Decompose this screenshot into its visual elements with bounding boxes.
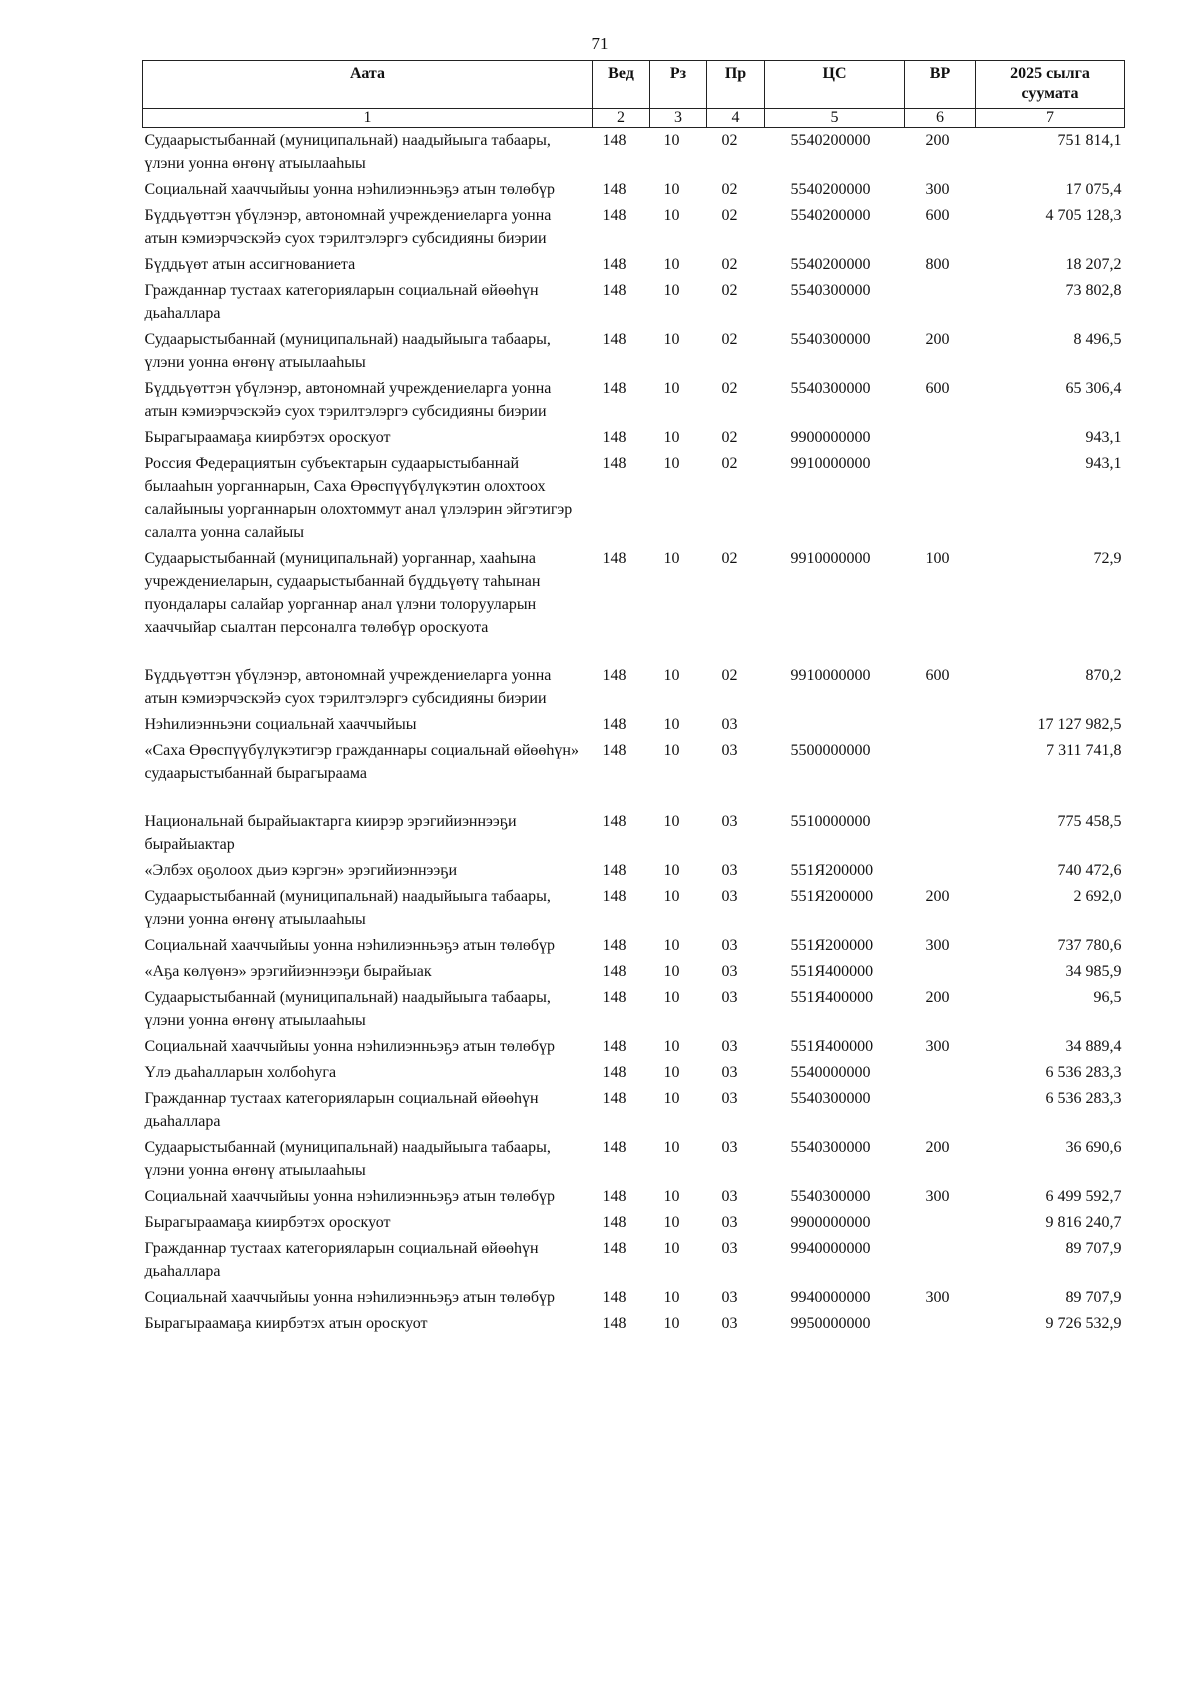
row-rz: 10 — [663, 1064, 680, 1081]
row-pr: 03 — [721, 937, 738, 954]
row-sum: 6 499 592,7 — [1045, 1188, 1122, 1205]
row-name: Социальнай хааччыйыы уонна нэһилиэнньэҕэ атын төлөбүр — [144, 1188, 556, 1205]
row-cs: 5540200000 — [790, 181, 871, 198]
header-number-3: 3 — [650, 109, 707, 128]
row-rz: 10 — [663, 937, 680, 954]
row-ved: 148 — [602, 1188, 627, 1205]
row-name: «Аҕа көлүөнэ» эрэгийиэннээҕи бырайыак — [144, 963, 432, 980]
row-cs: 5540300000 — [790, 331, 871, 348]
table-row — [143, 959, 1125, 985]
row-vr: 600 — [925, 380, 950, 397]
row-cs: 551Я200000 — [790, 937, 874, 954]
row-rz: 10 — [663, 1214, 680, 1231]
row-sum: 96,5 — [1093, 989, 1122, 1006]
row-pr: 02 — [721, 331, 738, 348]
header-pr: Пр — [707, 61, 765, 109]
row-pr: 03 — [721, 1139, 738, 1156]
row-ved: 148 — [602, 1214, 627, 1231]
row-pr: 02 — [721, 455, 738, 472]
row-vr — [905, 451, 976, 546]
row-ved: 148 — [602, 429, 627, 446]
table-row — [143, 858, 1125, 884]
row-vr: 200 — [925, 331, 950, 348]
row-pr: 03 — [721, 1289, 738, 1306]
row-ved: 148 — [602, 813, 627, 830]
row-vr — [905, 1210, 976, 1236]
header-cs: ЦС — [765, 61, 905, 109]
row-pr: 03 — [721, 1315, 738, 1332]
row-name: Национальнай бырайыактарга киирэр эрэгийиэннээҕи бырайыактар — [144, 813, 517, 853]
table-row — [143, 1210, 1125, 1236]
row-name: Социальнай хааччыйыы уонна нэһилиэнньэҕэ атын төлөбүр — [144, 181, 556, 198]
row-sum: 9 726 532,9 — [1045, 1315, 1122, 1332]
table-body — [143, 128, 1125, 1338]
row-sum: 36 690,6 — [1065, 1139, 1122, 1156]
table-row — [143, 1184, 1125, 1210]
row-vr: 800 — [925, 256, 950, 273]
row-pr: 03 — [721, 716, 738, 733]
table-row — [143, 933, 1125, 959]
row-ved: 148 — [602, 256, 627, 273]
row-name: Бүддьүөт атын ассигнованиета — [144, 256, 356, 273]
row-cs — [765, 712, 905, 738]
row-sum: 8 496,5 — [1073, 331, 1122, 348]
row-cs: 5540200000 — [790, 256, 871, 273]
row-rz: 10 — [663, 1315, 680, 1332]
row-pr: 02 — [721, 207, 738, 224]
row-name: Социальнай хааччыйыы уонна нэһилиэнньэҕэ атын төлөбүр — [144, 937, 556, 954]
row-rz: 10 — [663, 813, 680, 830]
table-row — [143, 252, 1125, 278]
row-cs: 5540200000 — [790, 132, 871, 149]
row-vr: 200 — [925, 888, 950, 905]
row-pr: 03 — [721, 1188, 738, 1205]
row-ved: 148 — [602, 742, 627, 759]
row-pr: 02 — [721, 380, 738, 397]
row-rz: 10 — [663, 380, 680, 397]
row-name: Судаарыстыбаннай (муниципальнай) наадыйыыга табаары, үлэни уонна өҥөнү атыылааһыы — [144, 331, 551, 371]
row-sum: 870,2 — [1085, 667, 1122, 684]
row-ved: 148 — [602, 1315, 627, 1332]
row-rz: 10 — [663, 1240, 680, 1257]
row-pr: 03 — [721, 742, 738, 759]
row-vr: 600 — [925, 207, 950, 224]
row-vr — [905, 1086, 976, 1135]
header-sum — [976, 61, 1125, 109]
row-cs: 9910000000 — [790, 667, 871, 684]
row-sum: 775 458,5 — [1057, 813, 1122, 830]
row-vr: 200 — [925, 989, 950, 1006]
row-sum: 751 814,1 — [1057, 132, 1122, 149]
row-name: Гражданнар тустаах категорияларын социальнай өйөөһүн дьаһаллара — [144, 1090, 539, 1130]
row-vr — [905, 1236, 976, 1285]
row-pr: 02 — [721, 429, 738, 446]
row-cs: 9900000000 — [790, 429, 871, 446]
row-sum: 89 707,9 — [1065, 1240, 1122, 1257]
row-pr: 02 — [721, 550, 738, 567]
row-vr — [905, 738, 976, 809]
table-header — [143, 61, 1125, 128]
row-ved: 148 — [602, 207, 627, 224]
row-name: Судаарыстыбаннай (муниципальнай) наадыйыыга табаары, үлэни уонна өҥөнү атыылааһыы — [144, 132, 551, 172]
header-name: Аата — [143, 61, 593, 109]
table-row — [143, 738, 1125, 809]
row-name: «Саха Өрөспүүбүлүкэтигэр гражданнары социальнай өйөөһүн» судаарыстыбаннай бырагыраама — [144, 742, 579, 782]
table-row — [143, 327, 1125, 376]
row-sum: 34 889,4 — [1065, 1038, 1122, 1055]
row-rz: 10 — [663, 132, 680, 149]
row-vr — [905, 425, 976, 451]
row-vr — [905, 809, 976, 858]
header-number-6: 6 — [905, 109, 976, 128]
row-cs: 5500000000 — [790, 742, 871, 759]
row-name: Гражданнар тустаах категорияларын социальнай өйөөһүн дьаһаллара — [144, 282, 539, 322]
row-sum: 2 692,0 — [1073, 888, 1122, 905]
row-pr: 02 — [721, 181, 738, 198]
row-vr: 300 — [925, 1188, 950, 1205]
row-ved: 148 — [602, 380, 627, 397]
row-rz: 10 — [663, 331, 680, 348]
row-name: Бүддьүөттэн үбүлэнэр, автономнай учреждениеларга уонна атын кэмиэрчэскэйэ суох тэрилтэлэргэ субсидияны биэрии — [144, 380, 552, 420]
row-cs: 9940000000 — [790, 1289, 871, 1306]
row-sum: 7 311 741,8 — [1046, 742, 1122, 759]
row-sum: 737 780,6 — [1057, 937, 1122, 954]
row-ved: 148 — [602, 1090, 627, 1107]
row-cs: 5540300000 — [790, 1188, 871, 1205]
table-row — [143, 1135, 1125, 1184]
row-cs: 551Я200000 — [790, 888, 874, 905]
row-rz: 10 — [663, 207, 680, 224]
row-rz: 10 — [663, 1188, 680, 1205]
row-rz: 10 — [663, 455, 680, 472]
table-row — [143, 712, 1125, 738]
row-name: Судаарыстыбаннай (муниципальнай) наадыйыыга табаары, үлэни уонна өҥөнү атыылааһыы — [144, 1139, 551, 1179]
row-vr — [905, 858, 976, 884]
row-vr: 600 — [925, 667, 950, 684]
row-sum: 18 207,2 — [1065, 256, 1122, 273]
row-pr: 03 — [721, 862, 738, 879]
row-rz: 10 — [663, 550, 680, 567]
row-cs: 5510000000 — [790, 813, 871, 830]
row-name: Судаарыстыбаннай (муниципальнай) наадыйыыга табаары, үлэни уонна өҥөнү атыылааһыы — [144, 888, 551, 928]
table-row — [143, 1236, 1125, 1285]
row-cs: 9910000000 — [790, 550, 871, 567]
row-sum: 17 127 982,5 — [1037, 716, 1122, 733]
row-name: Бүддьүөттэн үбүлэнэр, автономнай учреждениеларга уонна атын кэмиэрчэскэйэ суох тэрилтэлэргэ субсидияны биэрии — [144, 207, 552, 247]
header-vr: ВР — [905, 61, 976, 109]
row-pr: 03 — [721, 1090, 738, 1107]
row-rz: 10 — [663, 888, 680, 905]
row-pr: 03 — [721, 1214, 738, 1231]
row-pr: 02 — [721, 282, 738, 299]
header-rz: Рз — [650, 61, 707, 109]
row-cs: 551Я400000 — [790, 989, 874, 1006]
row-rz: 10 — [663, 282, 680, 299]
row-sum: 34 985,9 — [1065, 963, 1122, 980]
row-ved: 148 — [602, 1289, 627, 1306]
table-row — [143, 451, 1125, 546]
row-vr: 300 — [925, 181, 950, 198]
row-rz: 10 — [663, 667, 680, 684]
table-row — [143, 985, 1125, 1034]
table-row — [143, 376, 1125, 425]
table-row — [143, 425, 1125, 451]
row-sum: 65 306,4 — [1065, 380, 1122, 397]
table-row — [143, 278, 1125, 327]
row-vr — [905, 712, 976, 738]
row-pr: 03 — [721, 1240, 738, 1257]
row-vr: 200 — [925, 1139, 950, 1156]
row-pr: 03 — [721, 888, 738, 905]
row-rz: 10 — [663, 181, 680, 198]
row-name: Социальнай хааччыйыы уонна нэһилиэнньэҕэ атын төлөбүр — [144, 1289, 556, 1306]
row-ved: 148 — [602, 963, 627, 980]
row-pr: 03 — [721, 1038, 738, 1055]
row-ved: 148 — [602, 862, 627, 879]
row-ved: 148 — [602, 1038, 627, 1055]
table-row — [143, 177, 1125, 203]
row-cs: 5540300000 — [790, 282, 871, 299]
row-pr: 02 — [721, 667, 738, 684]
row-name: Бырагыраамаҕа киирбэтэх ороскуот — [144, 1214, 391, 1231]
row-rz: 10 — [663, 862, 680, 879]
table-row — [143, 546, 1125, 663]
header-number-7: 7 — [976, 109, 1125, 128]
page-number: 71 — [591, 34, 609, 53]
row-cs: 9900000000 — [790, 1214, 871, 1231]
row-ved: 148 — [602, 455, 627, 472]
row-ved: 148 — [602, 181, 627, 198]
row-ved: 148 — [602, 937, 627, 954]
row-cs: 551Я400000 — [790, 1038, 874, 1055]
row-cs: 551Я200000 — [790, 862, 874, 879]
row-vr: 200 — [925, 132, 950, 149]
row-name: Социальнай хааччыйыы уонна нэһилиэнньэҕэ атын төлөбүр — [144, 1038, 556, 1055]
row-name: Бүддьүөттэн үбүлэнэр, автономнай учреждениеларга уонна атын кэмиэрчэскэйэ суох тэрилтэлэргэ субсидияны биэрии — [144, 667, 552, 707]
table-row — [143, 1285, 1125, 1311]
header-number-4: 4 — [707, 109, 765, 128]
row-ved: 148 — [602, 989, 627, 1006]
row-ved: 148 — [602, 667, 627, 684]
row-cs: 9910000000 — [790, 455, 871, 472]
row-sum: 89 707,9 — [1065, 1289, 1122, 1306]
row-sum: 73 802,8 — [1065, 282, 1122, 299]
table-row — [143, 809, 1125, 858]
row-name: Бырагыраамаҕа киирбэтэх ороскуот — [144, 429, 391, 446]
row-vr: 300 — [925, 1289, 950, 1306]
row-name: Судаарыстыбаннай (муниципальнай) наадыйыыга табаары, үлэни уонна өҥөнү атыылааһыы — [144, 989, 551, 1029]
row-ved: 148 — [602, 1240, 627, 1257]
header-sum-line1: 2025 сылга — [1010, 65, 1090, 82]
row-cs: 5540300000 — [790, 380, 871, 397]
row-sum: 17 075,4 — [1065, 181, 1122, 198]
row-sum: 6 536 283,3 — [1045, 1064, 1122, 1081]
row-rz: 10 — [663, 1038, 680, 1055]
header-ved: Вед — [593, 61, 650, 109]
row-ved: 148 — [602, 550, 627, 567]
table-row — [143, 1086, 1125, 1135]
header-number-2: 2 — [593, 109, 650, 128]
row-rz: 10 — [663, 1139, 680, 1156]
row-ved: 148 — [602, 1139, 627, 1156]
row-cs: 5540300000 — [790, 1139, 871, 1156]
row-name: Гражданнар тустаах категорияларын социальнай өйөөһүн дьаһаллара — [144, 1240, 539, 1280]
row-pr: 02 — [721, 256, 738, 273]
row-ved: 148 — [602, 888, 627, 905]
row-cs: 5540200000 — [790, 207, 871, 224]
row-cs: 551Я400000 — [790, 963, 874, 980]
table-row — [143, 1034, 1125, 1060]
row-ved: 148 — [602, 331, 627, 348]
table-row — [143, 1311, 1125, 1337]
row-pr: 03 — [721, 1064, 738, 1081]
row-vr: 300 — [925, 1038, 950, 1055]
row-name: Россия Федерациятын субъектарын судаарыстыбаннай былааһын уорганнарын, Саха Өрөспүүбүлүкэтин олохтоох салайыныы уорганнарын олохтоммут анал үлэлэрин эйгэтигэр салалта уонна салайыы — [144, 455, 573, 541]
header-number-5: 5 — [765, 109, 905, 128]
row-rz: 10 — [663, 742, 680, 759]
budget-table-container — [142, 60, 1124, 1337]
row-sum: 740 472,6 — [1057, 862, 1122, 879]
row-sum: 943,1 — [1085, 429, 1122, 446]
row-pr: 03 — [721, 813, 738, 830]
row-ved: 148 — [602, 282, 627, 299]
row-rz: 10 — [663, 963, 680, 980]
row-vr — [905, 1311, 976, 1337]
row-vr — [905, 1060, 976, 1086]
row-vr — [905, 959, 976, 985]
table-row — [143, 128, 1125, 178]
row-ved: 148 — [602, 716, 627, 733]
row-cs: 5540300000 — [790, 1090, 871, 1107]
row-name: Бырагыраамаҕа киирбэтэх атын ороскуот — [144, 1315, 428, 1332]
row-ved: 148 — [602, 1064, 627, 1081]
row-rz: 10 — [663, 429, 680, 446]
row-rz: 10 — [663, 1090, 680, 1107]
row-ved: 148 — [602, 132, 627, 149]
row-name: Нэһилиэнньэни социальнай хааччыйыы — [144, 716, 417, 733]
row-name: Судаарыстыбаннай (муниципальнай) уорганнар, хааһына учреждениеларын, судаарыстыбаннай бүддьүөтү таһынан пуондалары салайар уорганнар анал үлэни толорууларын хааччыйар сыалтан персоналга төлөбүр ороскуота — [144, 550, 541, 636]
table-row — [143, 203, 1125, 252]
header-sum-line2: суумата — [1021, 85, 1079, 102]
row-vr — [905, 278, 976, 327]
row-cs: 9950000000 — [790, 1315, 871, 1332]
row-pr: 03 — [721, 989, 738, 1006]
budget-table — [142, 60, 1125, 1337]
row-rz: 10 — [663, 716, 680, 733]
row-rz: 10 — [663, 1289, 680, 1306]
table-row — [143, 663, 1125, 712]
row-sum: 9 816 240,7 — [1045, 1214, 1122, 1231]
row-cs: 5540000000 — [790, 1064, 871, 1081]
row-sum: 4 705 128,3 — [1045, 207, 1122, 224]
row-name: Үлэ дьаһалларын холбоһуга — [144, 1064, 337, 1081]
row-name: «Элбэх оҕолоох дьиэ кэргэн» эрэгийиэннээҕи — [144, 862, 458, 879]
row-sum: 943,1 — [1085, 455, 1122, 472]
row-pr: 02 — [721, 132, 738, 149]
row-rz: 10 — [663, 989, 680, 1006]
row-vr: 300 — [925, 937, 950, 954]
row-pr: 03 — [721, 963, 738, 980]
row-sum: 72,9 — [1093, 550, 1122, 567]
row-sum: 6 536 283,3 — [1045, 1090, 1122, 1107]
row-cs: 9940000000 — [790, 1240, 871, 1257]
header-number-1: 1 — [143, 109, 593, 128]
row-rz: 10 — [663, 256, 680, 273]
row-vr: 100 — [925, 550, 950, 567]
table-row — [143, 1060, 1125, 1086]
table-row — [143, 884, 1125, 933]
